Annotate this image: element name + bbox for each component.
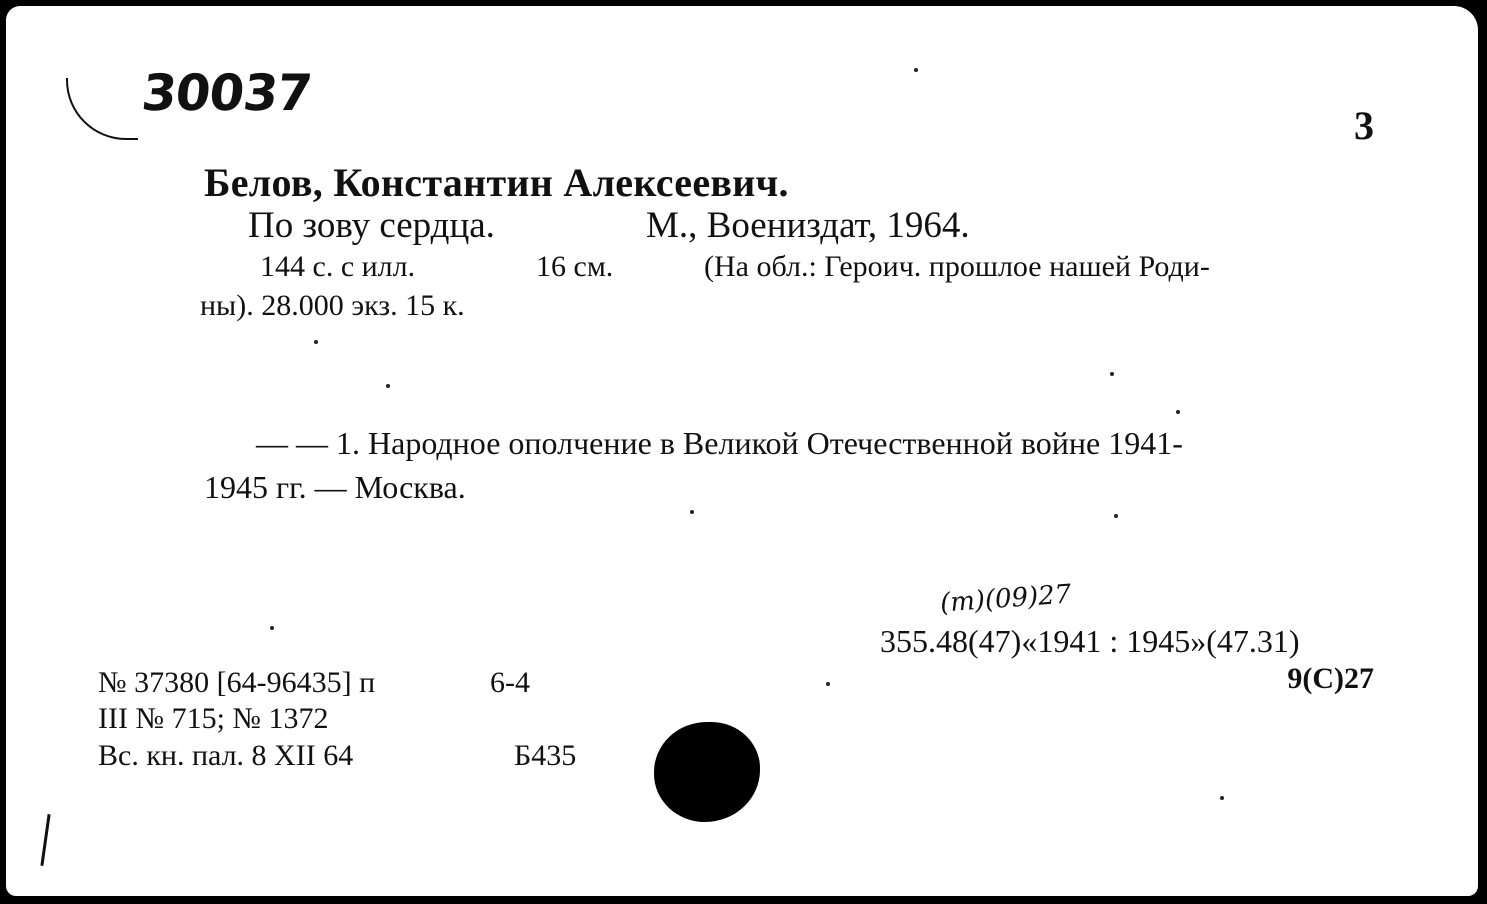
ink-speck	[270, 626, 274, 630]
ink-speck	[1176, 410, 1180, 414]
subject-heading-line1: — — 1. Народное ополчение в Великой Отечественной войне 1941-	[256, 425, 1183, 461]
handwritten-accession-number: 30037	[138, 64, 315, 122]
ink-speck	[690, 510, 694, 514]
ink-speck	[386, 384, 390, 388]
udc-classification: 355.48(47)«1941 : 1945»(47.31)	[880, 623, 1300, 659]
physical-pages: 144 с. с илл.	[260, 250, 416, 283]
ink-speck	[914, 68, 918, 72]
punch-hole	[654, 722, 760, 822]
publication-info: М., Воениздат, 1964.	[646, 205, 970, 246]
ink-speck	[1110, 372, 1114, 376]
bbk-classification: 9(С)27	[1287, 662, 1374, 695]
book-chamber-code: Б435	[514, 739, 577, 772]
physical-size: 16 см.	[536, 250, 614, 283]
catalog-card	[6, 6, 1478, 896]
ink-speck	[1114, 514, 1118, 518]
ink-speck	[314, 340, 318, 344]
physical-description-continued: ны). 28.000 экз. 15 к.	[200, 289, 465, 322]
book-chamber-date: Вс. кн. пал. 8 XII 64	[98, 739, 354, 772]
pencil-arc-mark	[66, 78, 138, 140]
book-title: По зову сердца.	[248, 205, 495, 246]
series-note: (На обл.: Героич. прошлое нашей Роди-	[704, 250, 1210, 283]
registration-order: III № 715; № 1372	[98, 702, 329, 735]
card-number: 3	[1354, 103, 1374, 148]
handwritten-classification: (т)(09)27	[939, 579, 1073, 619]
registration-code: 6-4	[490, 666, 530, 699]
subject-heading-line2: 1945 гг. — Москва.	[204, 469, 466, 505]
pencil-stroke-mark	[40, 814, 50, 866]
author-heading: Белов, Константин Алексеевич.	[204, 160, 789, 205]
ink-speck	[826, 682, 830, 686]
registration-number: № 37380 [64-96435] п	[98, 666, 376, 699]
ink-speck	[1220, 796, 1224, 800]
